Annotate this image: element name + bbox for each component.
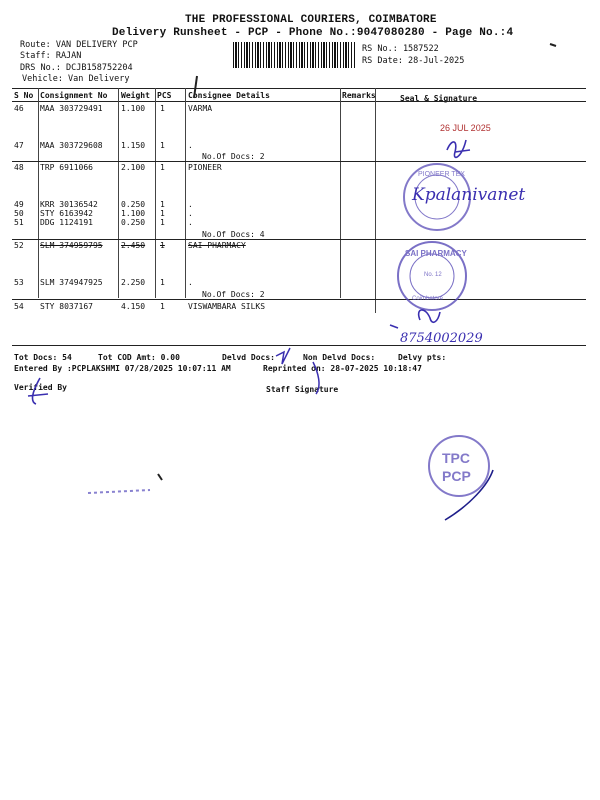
row-pcs: 1 bbox=[160, 141, 165, 150]
row-consignment: DDG 1124191 bbox=[40, 218, 93, 227]
row-sno: 48 bbox=[14, 163, 24, 172]
receiver-phone: 8754002029 bbox=[400, 331, 483, 346]
row-sno: 51 bbox=[14, 218, 24, 227]
col-header-consignment: Consignment No bbox=[40, 91, 108, 100]
col-header-sno: S No bbox=[14, 91, 34, 100]
row-weight: 1.150 bbox=[121, 141, 146, 150]
row-sno: 54 bbox=[14, 302, 24, 311]
tpc-stamp bbox=[429, 436, 489, 496]
row-pcs: 1 bbox=[160, 218, 165, 227]
row-pcs: 1 bbox=[160, 241, 165, 250]
row-weight: 2.250 bbox=[121, 278, 146, 287]
row-consignee: . bbox=[188, 141, 193, 150]
rs-date: RS Date: 28-Jul-2025 bbox=[362, 56, 465, 66]
row-consignee: . bbox=[188, 209, 193, 218]
route-label: Route: VAN DELIVERY PCP bbox=[20, 40, 138, 50]
row-consignment: STY 6163942 bbox=[40, 209, 93, 218]
signature-mark bbox=[447, 140, 470, 157]
row-weight: 2.100 bbox=[121, 163, 146, 172]
row-consignee: . bbox=[188, 278, 193, 287]
row-consignee: VARMA bbox=[188, 104, 213, 113]
no-of-docs: No.Of Docs: 2 bbox=[202, 152, 265, 161]
row-consignment: TRP 6911066 bbox=[40, 163, 93, 172]
row-weight: 2.450 bbox=[121, 241, 146, 250]
row-consignment: STY 8037167 bbox=[40, 302, 93, 311]
row-weight: 1.100 bbox=[121, 209, 146, 218]
staff-label: Staff: RAJAN bbox=[20, 51, 82, 61]
col-header-remarks: Remarks bbox=[342, 91, 376, 100]
sai-stamp-line2: Coimbatore bbox=[412, 296, 444, 302]
row-pcs: 1 bbox=[160, 104, 165, 113]
row-consignment: SLM 374959795 bbox=[40, 241, 103, 250]
row-consignee: PIONEER bbox=[188, 163, 222, 172]
receiver-name: Kpalanivanet bbox=[412, 185, 526, 205]
staff-signature: Staff Signature bbox=[266, 385, 339, 394]
row-consignee: SAI PHARMACY bbox=[188, 241, 246, 250]
tpc-stamp-line2: PCP bbox=[442, 468, 471, 484]
col-header-pcs: PCS bbox=[157, 91, 172, 100]
row-consignee: VISWAMBARA SILKS bbox=[188, 302, 266, 311]
total-docs: Tot Docs: 54 bbox=[14, 353, 72, 362]
row-consignment: MAA 303729608 bbox=[40, 141, 103, 150]
signature-mark bbox=[313, 362, 319, 394]
row-consignment: MAA 303729491 bbox=[40, 104, 103, 113]
runsheet-subtitle: Delivery Runsheet - PCP - Phone No.:9047080280 - Page No.:4 bbox=[112, 27, 514, 39]
sai-stamp-line1: No. 12 bbox=[424, 272, 442, 278]
vehicle-label: Vehicle: Van Delivery bbox=[22, 74, 130, 84]
col-header-consignee: Consignee Details bbox=[188, 91, 270, 100]
sai-stamp-text: SAI PHARMACY bbox=[405, 249, 467, 258]
scan-mark bbox=[158, 474, 162, 480]
no-of-docs: No.Of Docs: 4 bbox=[202, 230, 265, 239]
company-title: THE PROFESSIONAL COURIERS, COIMBATORE bbox=[185, 14, 437, 26]
row-sno: 50 bbox=[14, 209, 24, 218]
date-stamp: 26 JUL 2025 bbox=[440, 123, 491, 133]
delivery-points: Delvy pts: bbox=[398, 353, 447, 362]
row-weight: 0.250 bbox=[121, 200, 146, 209]
row-sno: 53 bbox=[14, 278, 24, 287]
row-pcs: 1 bbox=[160, 200, 165, 209]
row-pcs: 1 bbox=[160, 302, 165, 311]
row-weight: 0.250 bbox=[121, 218, 146, 227]
rs-number: RS No.: 1587522 bbox=[362, 44, 439, 54]
row-consignee: . bbox=[188, 200, 193, 209]
scan-mark bbox=[88, 490, 150, 493]
row-sno: 46 bbox=[14, 104, 24, 113]
col-header-seal: Seal & Signature bbox=[400, 94, 478, 103]
no-of-docs: No.Of Docs: 2 bbox=[202, 290, 265, 299]
non-delivered-docs: Non Delvd Docs: bbox=[303, 353, 376, 362]
row-consignment: KRR 30136542 bbox=[40, 200, 98, 209]
row-sno: 47 bbox=[14, 141, 24, 150]
col-header-weight: Weight bbox=[121, 91, 150, 100]
signature-mark bbox=[390, 310, 440, 328]
row-sno: 49 bbox=[14, 200, 24, 209]
signature-mark bbox=[28, 378, 48, 404]
row-pcs: 1 bbox=[160, 209, 165, 218]
drs-number: DRS No.: DCJB158752204 bbox=[20, 63, 133, 73]
tpc-stamp-line1: TPC bbox=[442, 450, 470, 466]
row-weight: 4.150 bbox=[121, 302, 146, 311]
row-pcs: 1 bbox=[160, 278, 165, 287]
delivered-docs: Delvd Docs: bbox=[222, 353, 275, 362]
row-consignment: SLM 374947925 bbox=[40, 278, 103, 287]
row-consignee: . bbox=[188, 218, 193, 227]
signature-mark bbox=[276, 348, 290, 364]
pioneer-stamp-text: PIONEER TEX bbox=[418, 171, 465, 178]
verified-by: Verified By bbox=[14, 383, 67, 392]
row-weight: 1.100 bbox=[121, 104, 146, 113]
entered-by: Entered By :PCPLAKSHMI 07/28/2025 10:07:11 AM bbox=[14, 364, 231, 373]
reprinted-on: Reprinted on: 28-07-2025 10:18:47 bbox=[263, 364, 422, 373]
total-cod-amount: Tot COD Amt: 0.00 bbox=[98, 353, 180, 362]
sai-pharmacy-stamp bbox=[398, 242, 467, 310]
row-pcs: 1 bbox=[160, 163, 165, 172]
row-sno: 52 bbox=[14, 241, 24, 250]
scan-mark bbox=[550, 44, 556, 46]
